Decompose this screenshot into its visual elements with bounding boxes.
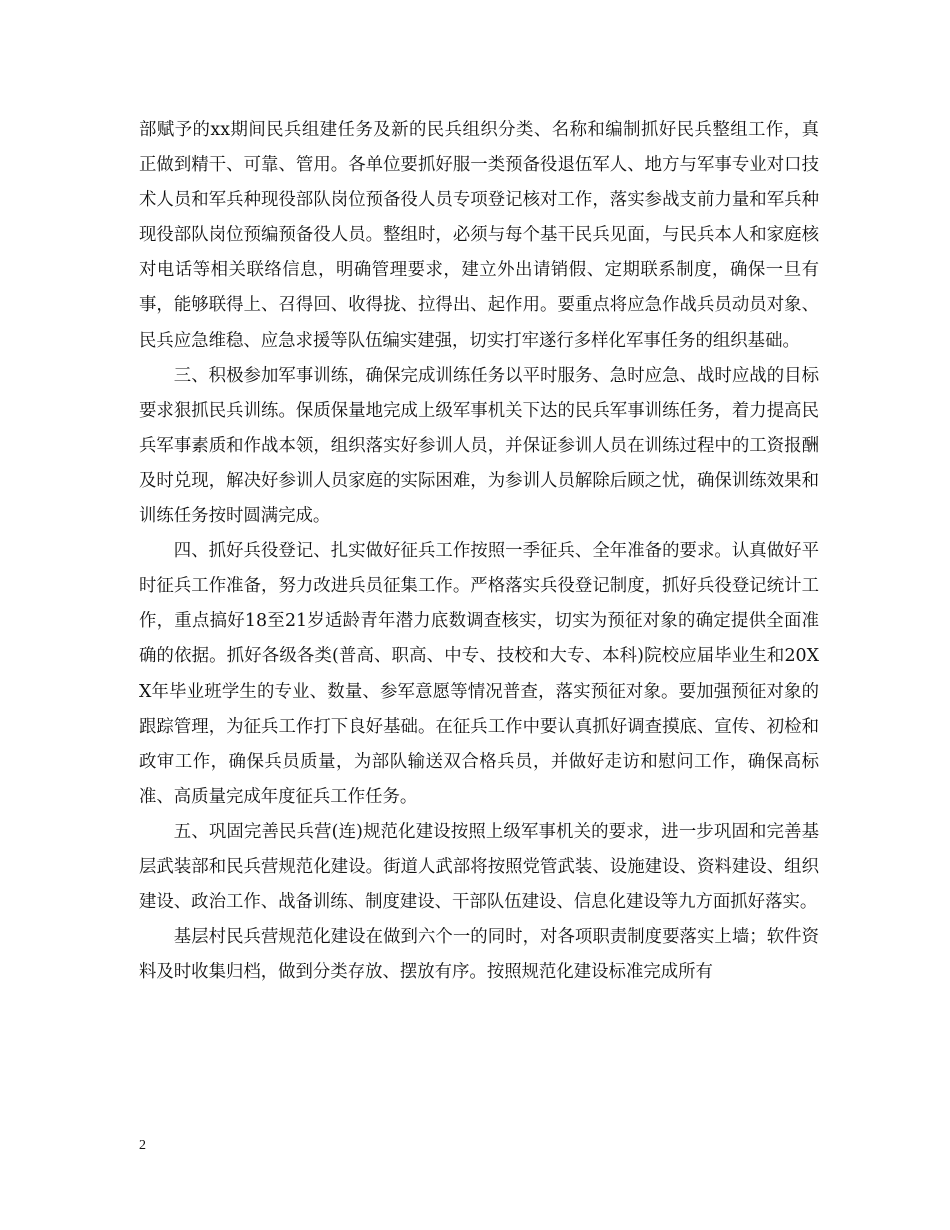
paragraph-military-training: 三、积极参加军事训练，确保完成训练任务以平时服务、急时应急、战时应战的目标要求狠抓民兵训练。保质保量地完成上级军事机关下达的民兵军事训练任务，着力提高民兵军事素质和作战本领，组织落实好参训人员，并保证参训人员在训练过程中的工资报酬及时兑现，解决好参训人员家庭的实际困难，为参训人员解除后顾之忧，确保训练效果和训练任务按时圆满完成。 <box>139 365 819 527</box>
paragraph-conscription: 四、抓好兵役登记、扎实做好征兵工作按照一季征兵、全年准备的要求。认真做好平时征兵工作准备，努力改进兵员征集工作。严格落实兵役登记制度，抓好兵役登记统计工作，重点搞好18至21岁适龄青年潜力底数调查核实，切实为预征对象的确定提供全面准确的依据。抓好各级各类(普高、职高、中专、技校和大专、本科)院校应届毕业生和20XX年毕业班学生的专业、数量、参军意愿等情况普查，落实预征对象。要加强预征对象的跟踪管理，为征兵工作打下良好基础。在征兵工作中要认真抓好调查摸底、宣传、初检和政审工作，确保兵员质量，为部队输送双合格兵员，并做好走访和慰问工作，确保高标准、高质量完成年度征兵工作任务。 <box>139 541 819 807</box>
page-number: 2 <box>139 1138 146 1153</box>
paragraph-militia-standardization: 五、巩固完善民兵营(连)规范化建设按照上级军事机关的要求，进一步巩固和完善基层武装部和民兵营规范化建设。街道人武部将按照党管武装、设施建设、资料建设、组织建设、政治工作、战备训练、制度建设、干部队伍建设、信息化建设等九方面抓好落实。 <box>139 821 819 913</box>
paragraph-militia-reorganization: 部赋予的xx期间民兵组建任务及新的民兵组织分类、名称和编制抓好民兵整组工作，真正做到精干、可靠、管用。各单位要抓好服一类预备役退伍军人、地方与军事专业对口技术人员和军兵种现役部队岗位预备役人员专项登记核对工作，落实参战支前力量和军兵种现役部队岗位预编预备役人员。整组时，必须与每个基干民兵见面，与民兵本人和家庭核对电话等相关联络信息，明确管理要求，建立外出请销假、定期联系制度，确保一旦有事，能够联得上、召得回、收得拢、拉得出、起作用。要重点将应急作战兵员动员对象、民兵应急维稳、应急求援等队伍编实建强，切实打牢遂行多样化军事任务的组织基础。 <box>139 120 819 351</box>
paragraph-village-militia: 基层村民兵营规范化建设在做到六个一的同时，对各项职责制度要落实上墙；软件资料及时收集归档，做到分类存放、摆放有序。按照规范化建设标准完成所有 <box>139 927 819 983</box>
document-body <box>139 113 819 990</box>
